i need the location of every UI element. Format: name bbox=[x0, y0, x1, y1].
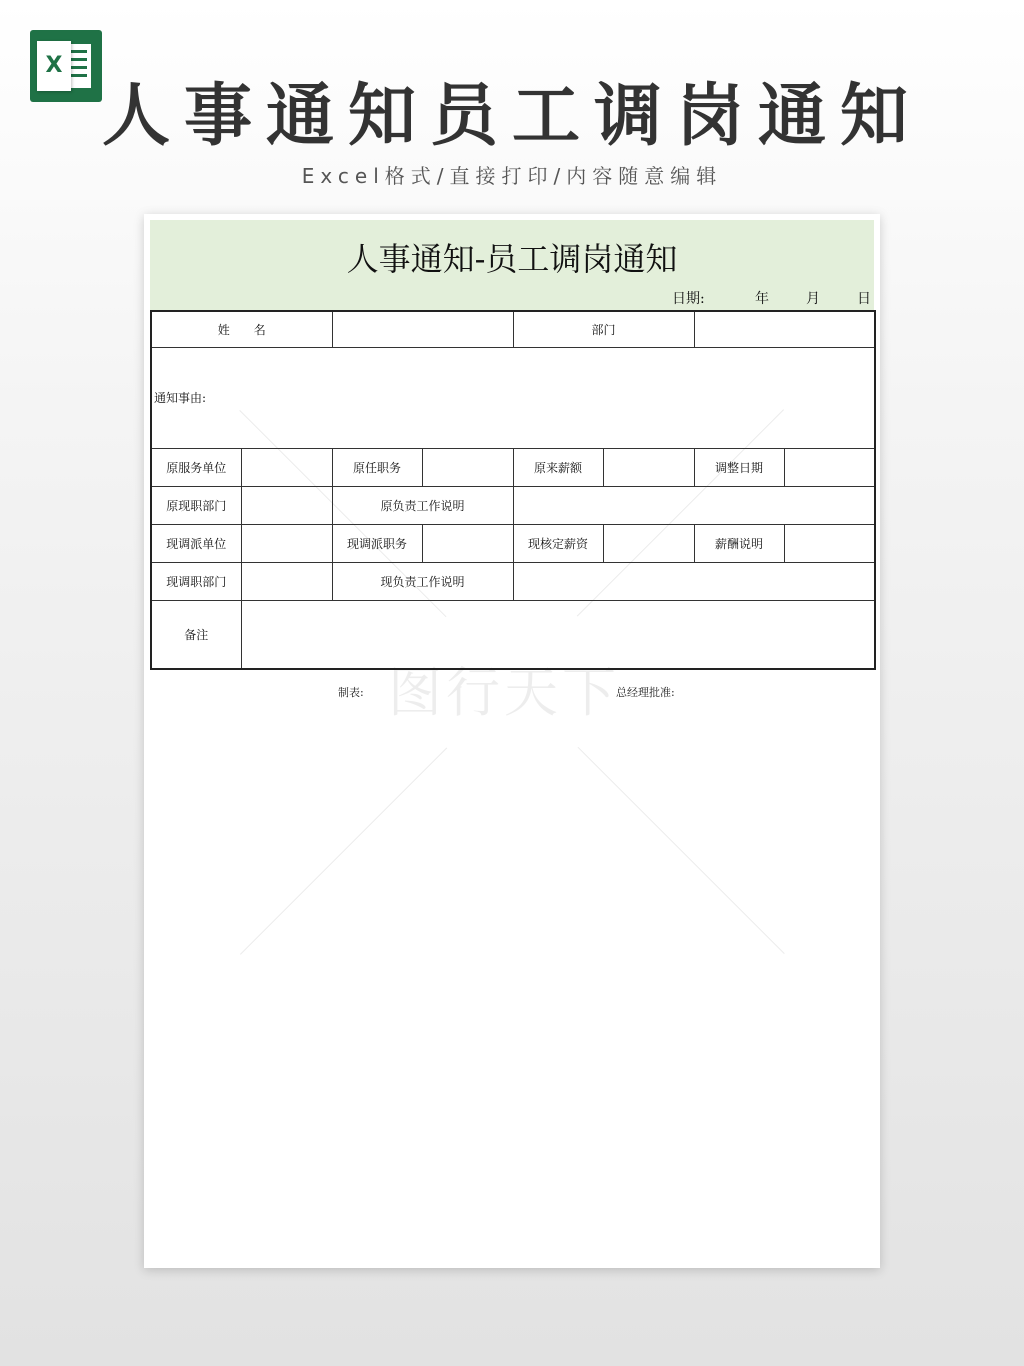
table-row bbox=[151, 448, 875, 486]
date-month: 月 bbox=[806, 291, 820, 307]
form-header bbox=[150, 220, 874, 310]
reason-field[interactable] bbox=[151, 347, 875, 448]
adjust-date-label: 调整日期 bbox=[694, 448, 784, 486]
new-post-label: 现调派职务 bbox=[332, 524, 422, 562]
date-year: 年 bbox=[755, 291, 769, 307]
name-label: 姓 名 bbox=[151, 311, 332, 347]
orig-duty-label: 原负责工作说明 bbox=[332, 486, 513, 524]
table-row bbox=[151, 311, 875, 347]
reason-label: 通知事由: bbox=[154, 391, 207, 405]
new-dept-field[interactable] bbox=[241, 562, 332, 600]
excel-icon bbox=[30, 30, 102, 102]
watermark: 图行天下 bbox=[388, 661, 620, 724]
new-duty-label: 现负责工作说明 bbox=[332, 562, 513, 600]
orig-unit-label: 原服务单位 bbox=[151, 448, 241, 486]
table-row bbox=[151, 562, 875, 600]
dept-field[interactable] bbox=[694, 311, 875, 347]
remark-field[interactable] bbox=[241, 600, 875, 669]
new-post-field[interactable] bbox=[422, 524, 513, 562]
table-row bbox=[151, 347, 875, 448]
orig-dept-field[interactable] bbox=[241, 486, 332, 524]
salary-note-label: 薪酬说明 bbox=[694, 524, 784, 562]
orig-salary-label: 原来薪额 bbox=[513, 448, 603, 486]
remark-label: 备注 bbox=[151, 600, 241, 669]
new-unit-field[interactable] bbox=[241, 524, 332, 562]
form-paper bbox=[144, 214, 880, 1268]
page-subtitle: Excel格式/直接打印/内容随意编辑 bbox=[301, 164, 723, 188]
salary-note-field[interactable] bbox=[784, 524, 875, 562]
new-duty-field[interactable] bbox=[513, 562, 875, 600]
dept-label: 部门 bbox=[513, 311, 694, 347]
new-unit-label: 现调派单位 bbox=[151, 524, 241, 562]
orig-unit-field[interactable] bbox=[241, 448, 332, 486]
orig-dept-label: 原现职部门 bbox=[151, 486, 241, 524]
orig-post-label: 原任职务 bbox=[332, 448, 422, 486]
orig-duty-field[interactable] bbox=[513, 486, 875, 524]
page-title: 人事通知员工调岗通知 bbox=[101, 77, 922, 156]
new-salary-field[interactable] bbox=[603, 524, 694, 562]
approved-by-label: 总经理批准: bbox=[616, 686, 675, 699]
new-salary-label: 现核定薪资 bbox=[513, 524, 603, 562]
form-title: 人事通知-员工调岗通知 bbox=[346, 240, 678, 278]
transfer-form-table bbox=[150, 310, 876, 670]
new-dept-label: 现调职部门 bbox=[151, 562, 241, 600]
date-label: 日期: bbox=[672, 291, 705, 307]
orig-salary-field[interactable] bbox=[603, 448, 694, 486]
excel-letter: X bbox=[37, 41, 71, 91]
orig-post-field[interactable] bbox=[422, 448, 513, 486]
adjust-date-field[interactable] bbox=[784, 448, 875, 486]
name-field[interactable] bbox=[332, 311, 513, 347]
table-row bbox=[151, 600, 875, 669]
date-day: 日 bbox=[857, 291, 871, 307]
made-by-label: 制表: bbox=[338, 686, 364, 699]
date-row bbox=[150, 286, 874, 308]
table-row bbox=[151, 486, 875, 524]
table-row bbox=[151, 524, 875, 562]
